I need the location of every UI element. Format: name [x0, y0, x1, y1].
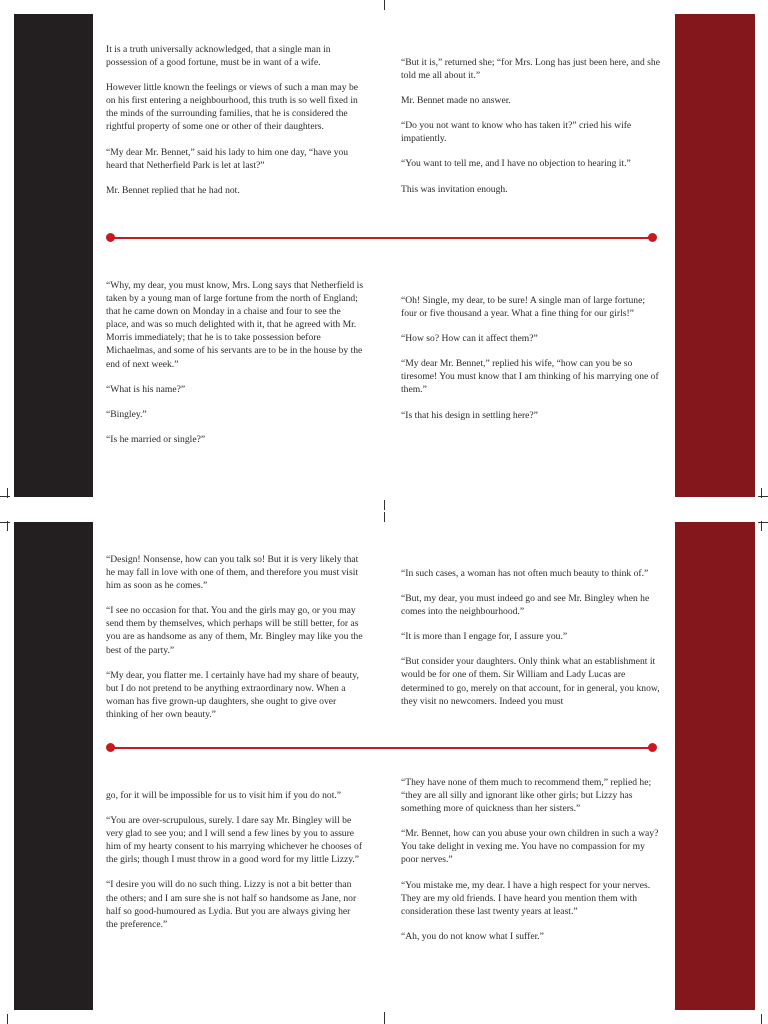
crop-mark — [761, 488, 762, 498]
divider-dot-right — [648, 743, 657, 752]
paragraph: “What is his name?” — [106, 383, 186, 395]
text-column-left — [106, 43, 364, 197]
paragraph: “My dear Mr. Bennet,” replied his wife, “how can you be so tiresome! You must know that I am thinking of his marrying one of them.” — [401, 358, 659, 396]
paragraph: This was invitation enough. — [401, 183, 508, 195]
text-column-left — [106, 553, 364, 721]
text-column-left — [106, 279, 364, 446]
paragraph: “You want to tell me, and I have no objection to hearing it.” — [401, 158, 631, 170]
paragraph: “Is that his design in settling here?” — [401, 409, 538, 421]
paragraph: “They have none of them much to recommend them,” replied he; “they are all silly and ignorant like other girls; but Lizzy has something more of quickness than her sisters.” — [401, 777, 652, 815]
crop-mark — [761, 1014, 762, 1024]
text-column-right — [401, 56, 663, 196]
paragraph: “Mr. Bennet, how can you abuse your own children in such a way? You take delight in vexing me. You have no compassion for my poor nerves.” — [401, 828, 659, 866]
paragraph: “Do you not want to know who has taken it?” cried his wife impatiently. — [401, 120, 632, 145]
crop-mark — [0, 522, 10, 523]
right-red-bar-top — [675, 14, 755, 497]
crop-mark — [761, 521, 762, 531]
paragraph: “But it is,” returned she; “for Mrs. Long has just been here, and she told me all about it.” — [401, 57, 660, 82]
crop-mark — [384, 512, 385, 522]
paragraph: “But, my dear, you must indeed go and see Mr. Bingley when he comes into the neighbourhood.” — [401, 593, 650, 618]
divider-dot-left — [106, 233, 115, 242]
crop-mark — [7, 521, 8, 531]
text-column-right — [401, 567, 663, 708]
paragraph: “My dear Mr. Bennet,” said his lady to him one day, “have you heard that Netherfield Park is let at last?” — [106, 146, 349, 171]
paragraph: “You mistake me, my dear. I have a high respect for your nerves. They are my old friends. I have heard you mention them with consideration these last twenty years at least.” — [401, 879, 651, 917]
paragraph: “You are over-scrupulous, surely. I dare say Mr. Bingley will be very glad to see you; and I will send a few lines by you to assure him of my hearty consent to his marrying whichever he chooses of the girls; though I must throw in a good word for my little Lizzy.” — [106, 815, 363, 866]
paragraph: “Design! Nonsense, how can you talk so! But it is very likely that he may fall in love with one of them, and therefore you must visit him as soon as he comes.” — [106, 554, 359, 592]
red-divider-line — [110, 237, 653, 239]
crop-mark — [0, 496, 10, 497]
paragraph: “My dear, you flatter me. I certainly have had my share of beauty, but I do not pretend to be anything extraordinary now. When a woman has five grown-up daughters, she ought to give over thinking of her own beauty.” — [106, 669, 359, 720]
paragraph: “How so? How can it affect them?” — [401, 333, 538, 345]
paragraph: It is a truth universally acknowledged, that a single man in possession of a good fortune, must be in want of a wife. — [106, 44, 331, 69]
paragraph: “In such cases, a woman has not often much beauty to think of.” — [401, 568, 649, 579]
text-column-right — [401, 294, 663, 422]
crop-mark — [384, 1012, 385, 1024]
crop-mark — [758, 522, 768, 523]
paragraph: “I desire you will do no such thing. Lizzy is not a bit better than the others; and I am sure she is not half so handsome as Jane, nor half so good-humoured as Lydia. But you are always giving her the preference.” — [106, 879, 357, 930]
crop-mark — [384, 0, 385, 10]
paragraph: However little known the feelings or views of such a man may be on his first entering a neighbourhood, this truth is so well fixed in the minds of the surrounding families, that he is considered the rightful property of some one or other of their daughters. — [106, 82, 359, 133]
right-red-bar-bottom — [675, 522, 755, 1010]
paragraph: Mr. Bennet replied that he had not. — [106, 184, 240, 196]
text-column-right — [401, 776, 663, 943]
divider-dot-right — [648, 233, 657, 242]
left-black-bar-bottom — [14, 522, 93, 1010]
crop-mark — [384, 500, 385, 510]
paragraph: “I see no occasion for that. You and the girls may go, or you may send them by themselves, which perhaps will be still better, for as you are as handsome as any of them, Mr. Bingley may like you the best of the party.” — [106, 605, 363, 656]
paragraph: go, for it will be impossible for us to visit him if you do not.” — [106, 790, 342, 801]
paragraph: “Oh! Single, my dear, to be sure! A single man of large fortune; four or five thousand a year. What a fine thing for our girls!” — [401, 295, 646, 320]
paragraph: “But consider your daughters. Only think what an establishment it would be for one of them. Sir William and Lady Lucas are determined to go, merely on that account, for in general, you know, they visit no newcomers. Indeed you must — [401, 656, 660, 707]
paragraph: Mr. Bennet made no answer. — [401, 95, 511, 107]
text-column-left — [106, 789, 364, 931]
divider-dot-left — [106, 743, 115, 752]
left-black-bar-top — [14, 14, 93, 497]
paragraph: “Is he married or single?” — [106, 433, 206, 445]
paragraph: “Ah, you do not know what I suffer.” — [401, 930, 544, 942]
crop-mark — [7, 1014, 8, 1024]
paragraph: “Why, my dear, you must know, Mrs. Long says that Netherfield is taken by a young man of large fortune from the north of England; that he came down on Monday in a chaise and four to see the place, and was so much delighted with it, that he agreed with Mr. Morris immediately; that he is to take possession before Michaelmas, and some of his servants are to be in the house by the end of next week.” — [106, 280, 364, 370]
red-divider-line — [110, 747, 653, 749]
paragraph: “Bingley.” — [106, 408, 147, 420]
paragraph: “It is more than I engage for, I assure you.” — [401, 631, 568, 643]
crop-mark — [758, 496, 768, 497]
crop-mark — [7, 488, 8, 498]
